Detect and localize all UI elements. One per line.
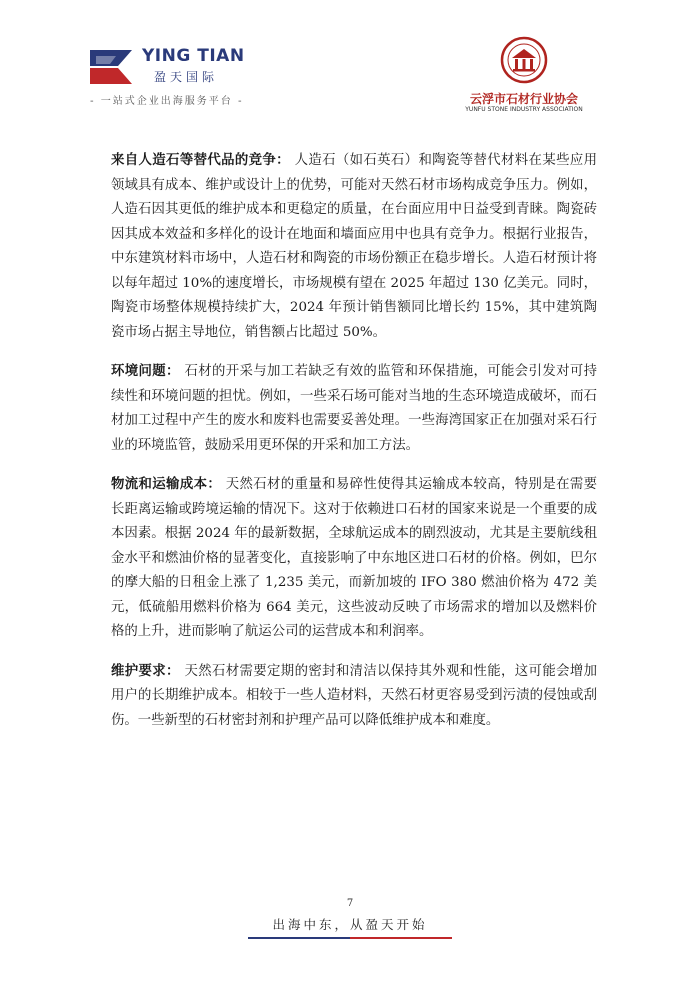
paragraph-heading: 环境问题： — [111, 363, 180, 379]
document-body — [111, 148, 597, 747]
ying-tian-logo — [88, 38, 258, 108]
paragraph-heading: 维护要求： — [111, 662, 180, 679]
association-name-en: YUNFU STONE INDUSTRY ASSOCIATION — [465, 106, 583, 113]
footer-slogan: 出海中东，从盈天开始 — [272, 917, 428, 932]
association-seal-icon — [500, 36, 548, 84]
paragraph-heading: 来自人造石等替代品的竞争： — [111, 152, 290, 168]
footer-divider-blue — [248, 937, 350, 939]
paragraph-text: 石材的开采与加工若缺乏有效的监管和环保措施，可能会引发对可持续性和环境问题的担忧。例如，一些采石场可能对当地的生态环境造成破坏，而石材加工过程中产生的废水和废料也需要妥善处理。一些海湾国家正在加强对采石行业的环境监管，鼓励采用更环保的开采和加工方法。 — [111, 364, 597, 453]
ying-tian-logo-icon — [88, 44, 134, 86]
brand-name-cn: 盈天国际 — [154, 70, 219, 84]
paragraph-artificial-stone-competition — [111, 148, 597, 345]
paragraph-logistics-costs — [111, 472, 597, 645]
page-number: 7 — [346, 898, 354, 909]
paragraph-maintenance-requirements — [111, 659, 597, 734]
paragraph-text: 天然石材需要定期的密封和清洁以保持其外观和性能，这可能会增加用户的长期维护成本。相较于一些人造材料，天然石材更容易受到污渍的侵蚀或刮伤。一些新型的石材密封剂和护理产品可以降低维护成本和难度。 — [111, 663, 597, 728]
association-logo — [462, 36, 622, 116]
footer-divider — [248, 937, 452, 939]
brand-tagline: - 一站式企业出海服务平台 - — [90, 96, 244, 107]
paragraph-text: 人造石（如石英石）和陶瓷等替代材料在某些应用领域具有成本、维护或设计上的优势，可能对天然石材市场构成竞争压力。例如，人造石因其更低的维护成本和更稳定的质量，在台面应用中日益受到青睐。陶瓷砖因其成本效益和多样化的设计在地面和墙面应用中也具有竞争力。根据行业报告，中东建筑材料市场中，人造石材和陶瓷的市场份额正在稳步增长。人造石材预计将以每年超过 10%的速度增长，市场规模有望在 2025 年超过 130 亿美元。同时，陶瓷市场整体规模持续扩大，2024 年预计销售额同比增长约 15%，其中建筑陶瓷市场占据主导地位，销售额占比超过 50%。 — [111, 153, 597, 340]
brand-name-en: YING TIAN — [142, 46, 245, 66]
paragraph-environmental-issues — [111, 359, 597, 458]
paragraph-heading: 物流和运输成本： — [111, 476, 222, 492]
page-header — [0, 0, 700, 120]
association-name-cn: 云浮市石材行业协会 — [469, 92, 578, 106]
footer-divider-red — [350, 937, 452, 939]
paragraph-text: 天然石材的重量和易碎性使得其运输成本较高，特别是在需要长距离运输或跨境运输的情况下。这对于依赖进口石材的国家来说是一个重要的成本因素。根据 2024 年的最新数据，全球航运成本的剧烈波动，尤其是主要航线租金水平和燃油价格的显著变化，直接影响了中东地区进口石材的价格。例如，巴尔的摩大船的日租金上涨了 1,235 美元，而新加坡的 IFO 380 燃油价格为 472 美元，低硫船用燃料价格为 664 美元，这些波动反映了市场需求的增加以及燃料价格的上升，进而影响了航运公司的运营成本和利润率。 — [111, 477, 598, 639]
